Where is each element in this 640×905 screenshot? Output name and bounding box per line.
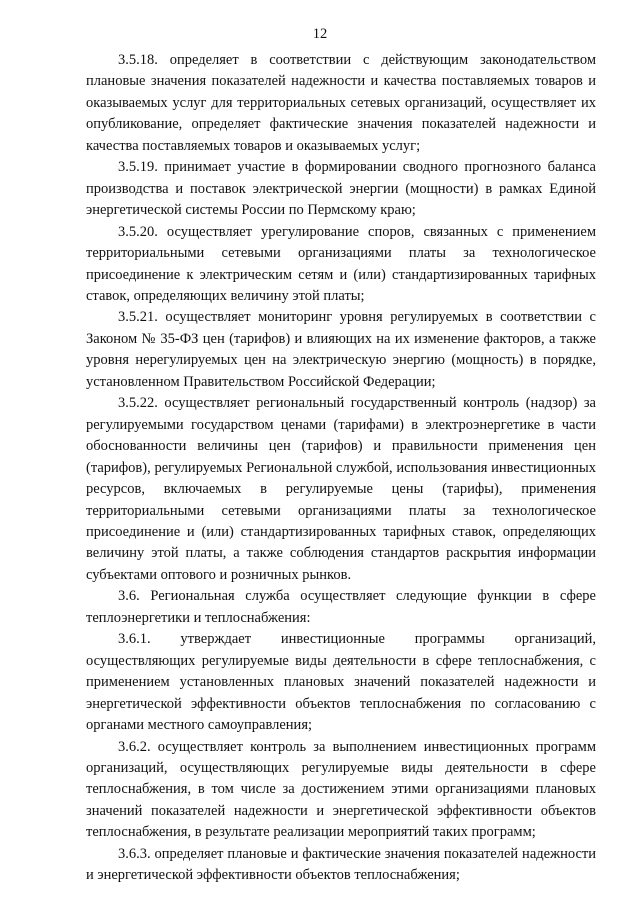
paragraph-3-5-20: 3.5.20. осуществляет урегулирование споров, связанных с применением территориальными сетевыми организациями платы за технологическое присоединение к электрическим сетям и (или) стандартизированных тарифных ставок, определяющих величину этой платы; <box>86 223 596 304</box>
paragraph-3-5-21: 3.5.21. осуществляет мониторинг уровня регулируемых в соответствии с Законом № 35-ФЗ цен (тарифов) и влияющих на их изменение факторов, а также уровня нерегулируемых цен на электрическую энергию (мощность) в порядке, установленном Правительством Российской Федерации; <box>86 309 596 390</box>
document-body <box>86 50 596 887</box>
paragraph-3-5-19: 3.5.19. принимает участие в формировании сводного прогнозного баланса производства и поставок электрической энергии (мощности) в рамках Единой энергетической системы России по Пермскому краю; <box>86 159 596 219</box>
page-number: 12 <box>312 26 328 42</box>
paragraph-3-5-18: 3.5.18. определяет в соответствии с действующим законодательством плановые значения показателей надежности и качества поставляемых товаров и оказываемых услуг для территориальных сетевых организаций, осуществляет их опубликование, определяет фактические значения показателей надежности и качества поставляемых товаров и оказываемых услуг; <box>86 52 596 154</box>
paragraph-3-6-1: 3.6.1. утверждает инвестиционные программы организаций, осуществляющих регулируемые виды деятельности в сфере теплоснабжения, с применением установленных плановых значений показателей надежности и энергетической эффективности объектов теплоснабжения по согласованию с органами местного самоуправления; <box>86 631 596 734</box>
paragraph-3-6: 3.6. Региональная служба осуществляет следующие функции в сфере теплоэнергетики и теплоснабжения: <box>86 588 596 626</box>
paragraph-3-6-2: 3.6.2. осуществляет контроль за выполнением инвестиционных программ организаций, осуществляющих регулируемые виды деятельности в сфере теплоснабжения, в том числе за достижением этими организациями плановых значений показателей надежности и энергетической эффективности объектов теплоснабжения, в результате реализации мероприятий таких программ; <box>86 738 596 841</box>
paragraph-3-6-3: 3.6.3. определяет плановые и фактические значения показателей надежности и энергетической эффективности объектов теплоснабжения; <box>86 845 596 884</box>
paragraph-3-5-22: 3.5.22. осуществляет региональный государственный контроль (надзор) за регулируемыми государством ценами (тарифами) в электроэнергетике в части обоснованности величины цен (тарифов) и правильности применения цен (тарифов), регулируемых Региональной службой, использования инвестиционных ресурсов, включаемых в регулируемые цены (тарифы), применения территориальными сетевыми организациями платы за технологическое присоединение и (или) стандартизированных тарифных ставок, определяющих величину этой платы, а также соблюдения стандартов раскрытия информации субъектами оптового и розничных рынков. <box>86 395 596 583</box>
